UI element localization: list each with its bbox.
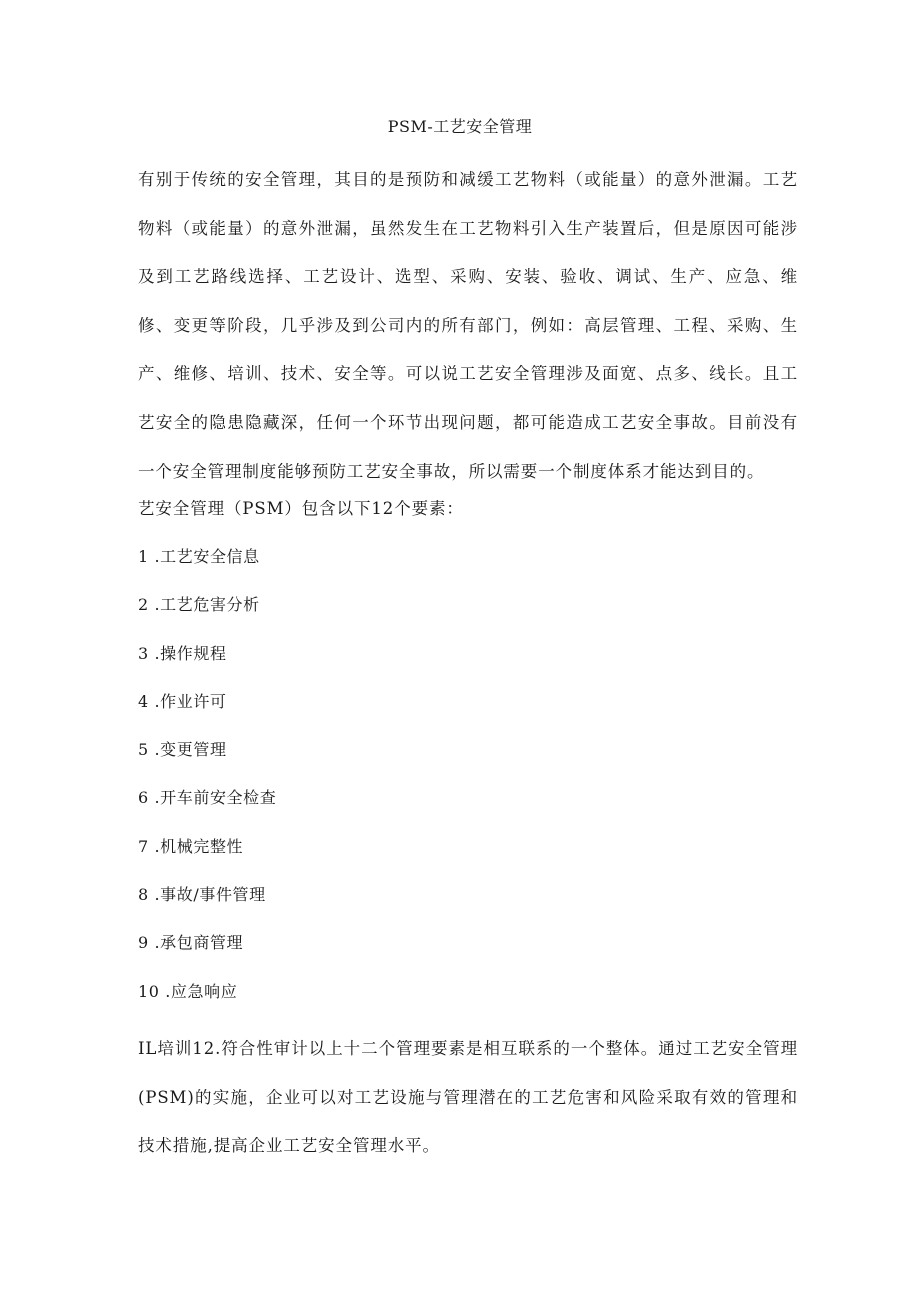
list-item: 7 .机械完整性 (138, 836, 244, 856)
document-title: PSM-工艺安全管理 (387, 117, 533, 136)
psm-elements-list (138, 545, 276, 1028)
list-item: 10 .应急响应 (138, 981, 238, 1001)
list-item: 1 .工艺安全信息 (138, 547, 260, 566)
elements-lead-text: 艺安全管理（PSM）包含以下12个要素： (138, 499, 464, 518)
intro-paragraph: 有别于传统的安全管理，其目的是预防和减缓工艺物料（或能量）的意外泄漏。工艺物料（或能量）的意外泄漏，虽然发生在工艺物料引入生产装置后，但是原因可能涉及到工艺路线选择、工艺设计、选型、采购、安装、验收、调试、生产、应急、维修、变更等阶段，几乎涉及到公司内的所有部门，例如：高层管理、工程、采购、生产、维修、培训、技术、安全等。可以说工艺安全管理涉及面宽、点多、线长。且工艺安全的隐患隐藏深，任何一个环节出现问题，都可能造成工艺安全事故。目前没有一个安全管理制度能够预防工艺安全事故，所以需要一个制度体系才能达到目的。 (138, 170, 798, 481)
list-item: 9 .承包商管理 (138, 933, 244, 953)
list-item: 5 .变更管理 (138, 740, 227, 760)
list-item: 2 .工艺危害分析 (138, 595, 260, 615)
list-item: 8 .事故/事件管理 (138, 885, 266, 905)
list-item: 4 .作业许可 (138, 691, 227, 711)
list-item: 6 .开车前安全检查 (138, 788, 277, 808)
list-item: 3 .操作规程 (138, 643, 227, 663)
closing-paragraph: IL培训12.符合性审计以上十二个管理要素是相互联系的一个整体。通过工艺安全管理(PSM)的实施，企业可以对工艺设施与管理潜在的工艺危害和风险采取有效的管理和技术措施,提高企业工艺安全管理水平。 (138, 1039, 798, 1156)
